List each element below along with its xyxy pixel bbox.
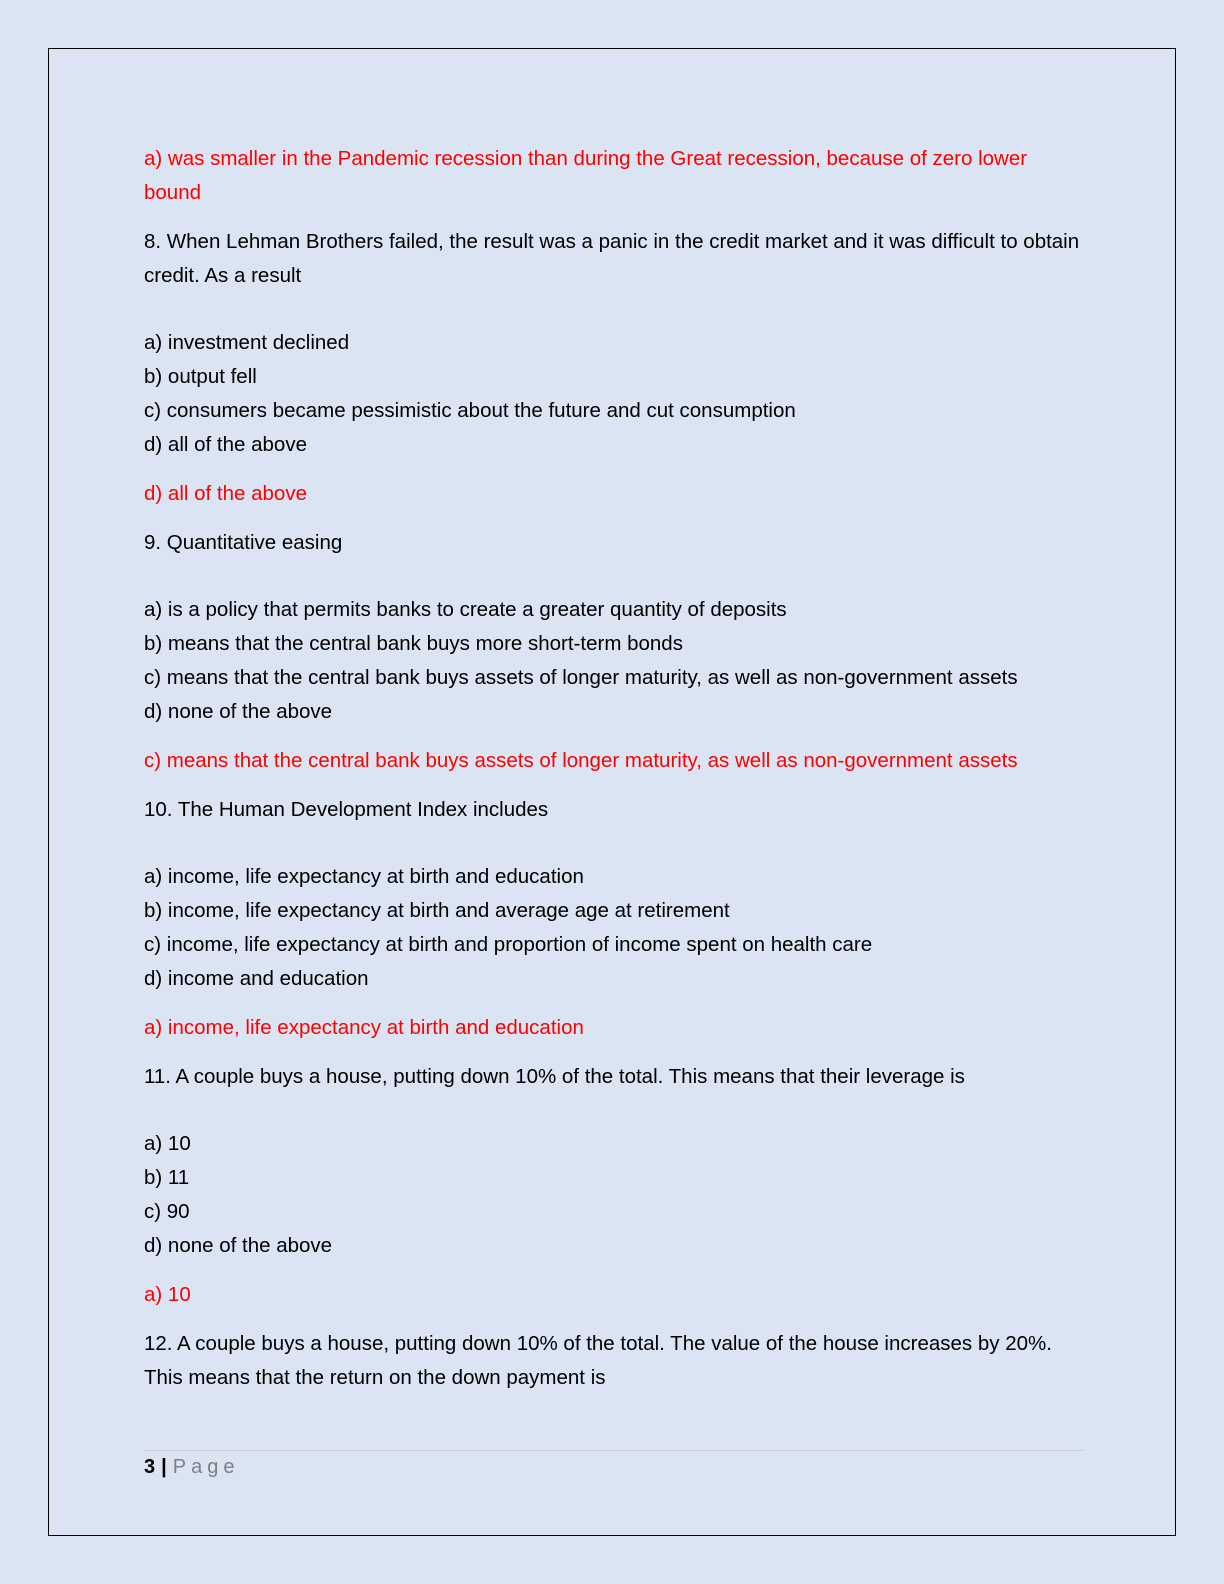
answer-7: a) was smaller in the Pandemic recession than during the Great recession, because of zero lower bound bbox=[144, 147, 1028, 204]
q10-option-b: b) income, life expectancy at birth and average age at retirement bbox=[144, 899, 730, 922]
footer-divider bbox=[144, 1450, 1084, 1451]
answer-10: a) income, life expectancy at birth and education bbox=[144, 1016, 584, 1039]
question-10: 10. The Human Development Index includes bbox=[144, 798, 549, 821]
q9-option-b: b) means that the central bank buys more short-term bonds bbox=[144, 632, 683, 655]
page-content bbox=[144, 142, 1084, 1395]
answer-11: a) 10 bbox=[144, 1283, 191, 1306]
q8-option-d: d) all of the above bbox=[144, 433, 307, 456]
q8-option-c: c) consumers became pessimistic about the future and cut consumption bbox=[144, 399, 796, 422]
answer-9: c) means that the central bank buys assets of longer maturity, as well as non-government assets bbox=[144, 749, 1018, 772]
question-8: 8. When Lehman Brothers failed, the result was a panic in the credit market and it was difficult to obtain credit. As a result bbox=[144, 230, 1080, 287]
q10-option-a: a) income, life expectancy at birth and education bbox=[144, 865, 584, 888]
page-footer bbox=[144, 1454, 239, 1480]
q8-option-a: a) investment declined bbox=[144, 331, 350, 354]
q9-option-a: a) is a policy that permits banks to create a greater quantity of deposits bbox=[144, 598, 787, 621]
question-9: 9. Quantitative easing bbox=[144, 531, 343, 554]
q9-option-c: c) means that the central bank buys assets of longer maturity, as well as non-government assets bbox=[144, 666, 1018, 689]
answer-8: d) all of the above bbox=[144, 482, 307, 505]
q11-option-d: d) none of the above bbox=[144, 1234, 333, 1257]
q8-option-b: b) output fell bbox=[144, 365, 257, 388]
page-number: 3 bbox=[144, 1456, 156, 1478]
q9-option-d: d) none of the above bbox=[144, 700, 333, 723]
footer-separator: | bbox=[161, 1456, 167, 1478]
page-word: Page bbox=[172, 1456, 240, 1478]
q11-option-b: b) 11 bbox=[144, 1166, 190, 1189]
q11-option-c: c) 90 bbox=[144, 1200, 190, 1223]
question-11: 11. A couple buys a house, putting down 10% of the total. This means that their leverage is bbox=[144, 1065, 965, 1088]
q10-option-c: c) income, life expectancy at birth and proportion of income spent on health care bbox=[144, 933, 873, 956]
question-12: 12. A couple buys a house, putting down 10% of the total. The value of the house increases by 20%. This means that the return on the down payment is bbox=[144, 1332, 1052, 1389]
q10-option-d: d) income and education bbox=[144, 967, 369, 990]
q11-option-a: a) 10 bbox=[144, 1132, 191, 1155]
